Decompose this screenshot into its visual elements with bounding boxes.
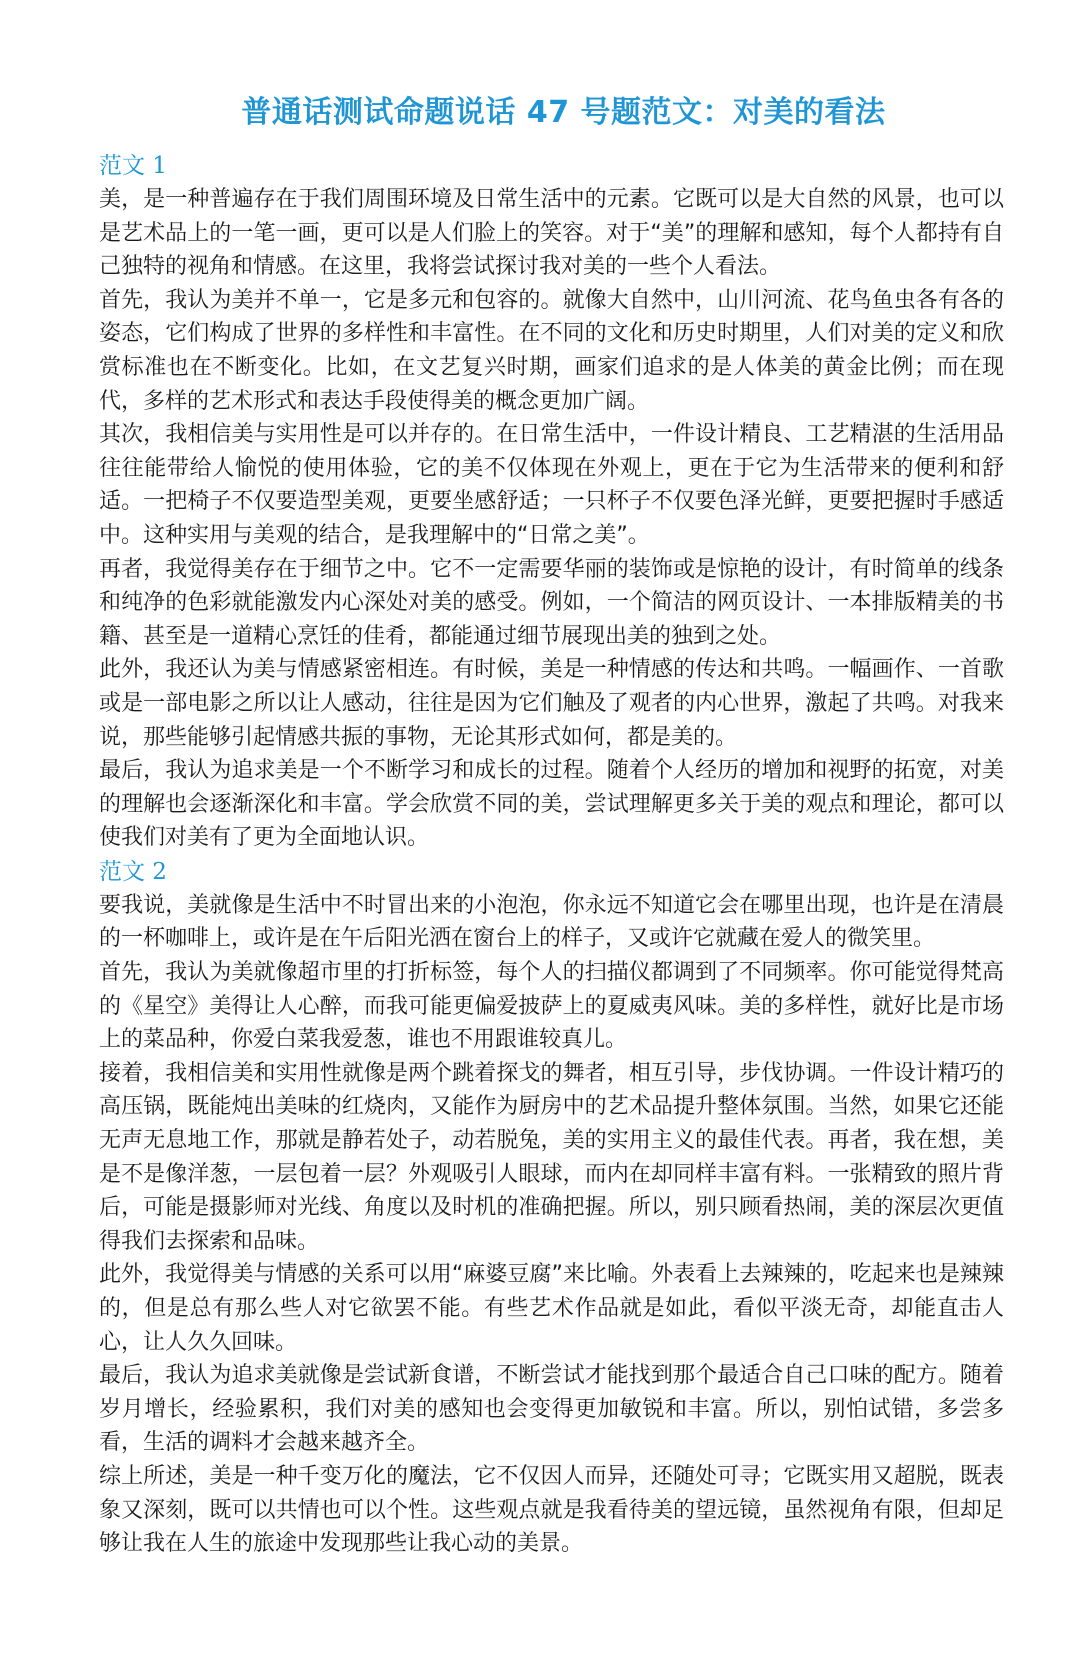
paragraph: 美，是一种普遍存在于我们周围环境及日常生活中的元素。它既可以是大自然的风景，也可以是艺术品上的一笔一画，更可以是人们脸上的笑容。对于“美”的理解和感知，每个人都持有自己独特的视角和情感。在这里，我将尝试探讨我对美的一些个人看法。 (99, 187, 1004, 280)
paragraph: 最后，我认为追求美是一个不断学习和成长的过程。随着个人经历的增加和视野的拓宽，对美的理解也会逐渐深化和丰富。学会欣赏不同的美，尝试理解更多关于美的观点和理论，都可以使我们对美有了更为全面地认识。 (99, 758, 1004, 851)
paragraph: 最后，我认为追求美就像是尝试新食谱，不断尝试才能找到那个最适合自己口味的配方。随着岁月增长，经验累积，我们对美的感知也会变得更加敏锐和丰富。所以，别怕试错，多尝多看，生活的调料才会越来越齐全。 (99, 1363, 1004, 1456)
paragraph: 再者，我觉得美存在于细节之中。它不一定需要华丽的装饰或是惊艳的设计，有时简单的线条和纯净的色彩就能激发内心深处对美的感受。例如，一个简洁的网页设计、一本排版精美的书籍、甚至是一道精心烹饪的佳肴，都能通过细节展现出美的独到之处。 (99, 556, 1004, 649)
essay-section-1 (99, 149, 1004, 855)
paragraph: 首先，我认为美就像超市里的打折标签，每个人的扫描仪都调到了不同频率。你可能觉得梵高的《星空》美得让人心醉，而我可能更偏爱披萨上的夏威夷风味。美的多样性，就好比是市场上的菜品种，你爱白菜我爱葱，谁也不用跟谁较真儿。 (99, 960, 1004, 1053)
essay-section-2 (99, 855, 1004, 1561)
paragraph: 要我说，美就像是生活中不时冒出来的小泡泡，你永远不知道它会在哪里出现，也许是在清晨的一杯咖啡上，或许是在午后阳光洒在窗台上的样子，又或许它就藏在爱人的微笑里。 (99, 892, 1004, 952)
paragraph: 接着，我相信美和实用性就像是两个跳着探戈的舞者，相互引导，步伐协调。一件设计精巧的高压锅，既能炖出美味的红烧肉，又能作为厨房中的艺术品提升整体氛围。当然，如果它还能无声无息地工作，那就是静若处子，动若脱兔，美的实用主义的最佳代表。再者，我在想，美是不是像洋葱，一层包着一层？外观吸引人眼球，而内在却同样丰富有料。一张精致的照片背后，可能是摄影师对光线、角度以及时机的准确把握。所以，别只顾看热闹，美的深层次更值得我们去探索和品味。 (99, 1060, 1004, 1254)
paragraph: 首先，我认为美并不单一，它是多元和包容的。就像大自然中，山川河流、花鸟鱼虫各有各的姿态，它们构成了世界的多样性和丰富性。在不同的文化和历史时期里，人们对美的定义和欣赏标准也在不断变化。比如，在文艺复兴时期，画家们追求的是人体美的黄金比例；而在现代，多样的艺术形式和表达手段使得美的概念更加广阔。 (99, 287, 1004, 414)
section-heading: 范文 2 (99, 858, 167, 885)
paragraph: 此外，我还认为美与情感紧密相连。有时候，美是一种情感的传达和共鸣。一幅画作、一首歌或是一部电影之所以让人感动，往往是因为它们触及了观者的内心世界，激起了共鸣。对我来说，那些能够引起情感共振的事物，无论其形式如何，都是美的。 (99, 657, 1004, 750)
paragraph: 其次，我相信美与实用性是可以并存的。在日常生活中，一件设计精良、工艺精湛的生活用品往往能带给人愉悦的使用体验，它的美不仅体现在外观上，更在于它为生活带来的便利和舒适。一把椅子不仅要造型美观，更要坐感舒适；一只杯子不仅要色泽光鲜，更要把握时手感适中。这种实用与美观的结合，是我理解中的“日常之美”。 (99, 422, 1004, 548)
paragraph: 综上所述，美是一种千变万化的魔法，它不仅因人而异，还随处可寻；它既实用又超脱，既表象又深刻，既可以共情也可以个性。这些观点就是我看待美的望远镜，虽然视角有限，但却足够让我在人生的旅途中发现那些让我心动的美景。 (99, 1463, 1004, 1557)
section-heading: 范文 1 (99, 153, 167, 179)
paragraph: 此外，我觉得美与情感的关系可以用“麻婆豆腐”来比喻。外表看上去辣辣的，吃起来也是辣辣的，但是总有那么些人对它欲罢不能。有些艺术作品就是如此，看似平淡无奇，却能直击人心，让人久久回味。 (99, 1262, 1004, 1355)
page-title: 普通话测试命题说话 47 号题范文：对美的看法 (241, 95, 886, 130)
